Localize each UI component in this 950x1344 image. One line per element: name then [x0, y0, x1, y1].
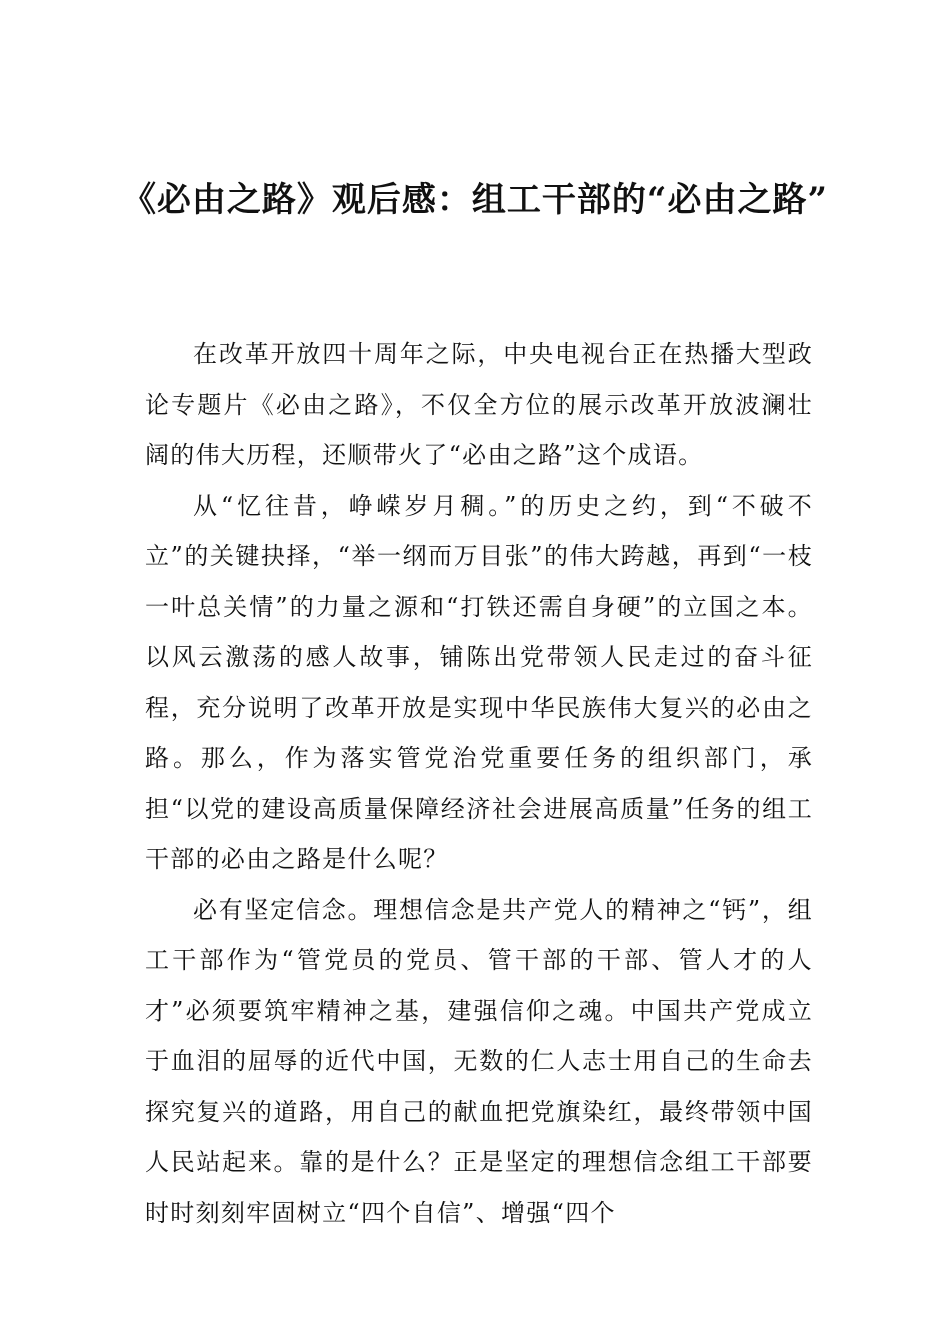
document-body [145, 329, 813, 1238]
paragraph-belief: 必有坚定信念。理想信念是共产党人的精神之“钙”，组工干部作为“管党员的党员、管干部的干部、管人才的人才”必须要筑牢精神之基，建强信仰之魂。中国共产党成立于血泪的屈辱的近代中国，无数的仁人志士用自己的生命去探究复兴的道路，用自己的献血把党旗染红，最终带领中国人民站起来。靠的是什么？正是坚定的理想信念组工干部要时时刻刻牢固树立“四个自信”、增强“四个 [145, 895, 813, 1227]
paragraph-history: 从“忆往昔，峥嵘岁月稠。”的历史之约，到“不破不立”的关键抉择，“举一纲而万目张”的伟大跨越，再到“一枝一叶总关情”的力量之源和“打铁还需自身硬”的立国之本。以风云激荡的感人故事，铺陈出党带领人民走过的奋斗征程，充分说明了改革开放是实现中华民族伟大复兴的必由之路。那么，作为落实管党治党重要任务的组织部门，承担“以党的建设高质量保障经济社会进展高质量”任务的组工干部的必由之路是什么呢？ [145, 491, 813, 873]
paragraph-intro: 在改革开放四十周年之际，中央电视台正在热播大型政论专题片《必由之路》，不仅全方位的展示改革开放波澜壮阔的伟大历程，还顺带火了“必由之路”这个成语。 [145, 340, 813, 469]
document-title: 《必由之路》观后感：组工干部的“必由之路” [121, 180, 829, 220]
